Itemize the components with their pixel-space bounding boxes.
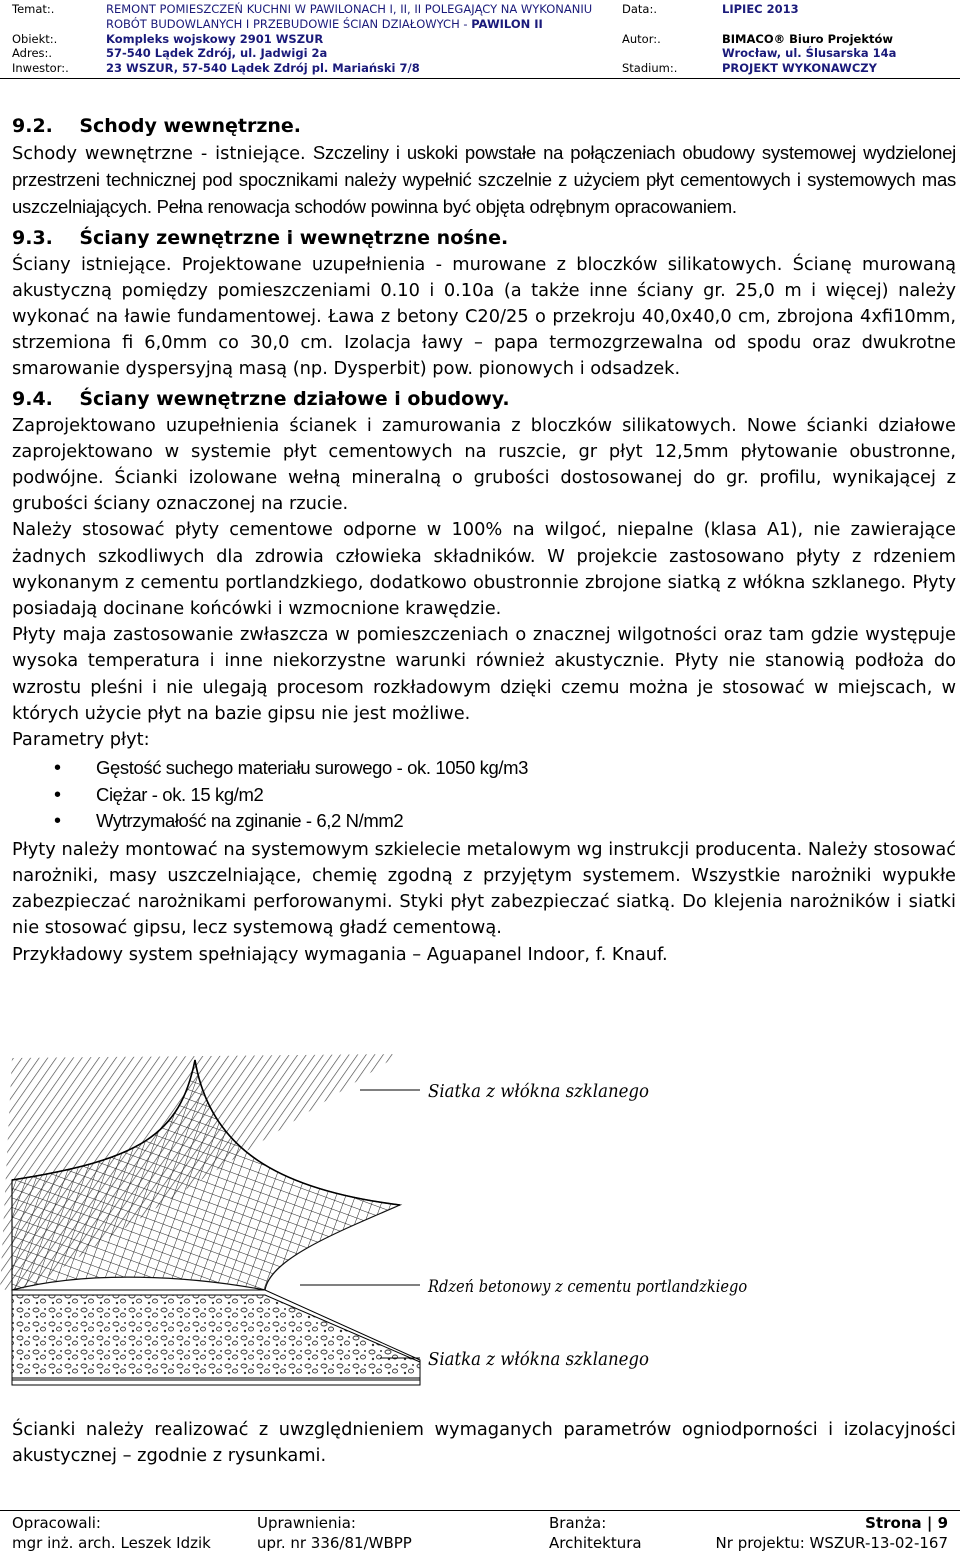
section-94-paragraph-1: Zaprojektowano uzupełnienia ścianek i zamurowania z bloczków silikatowych. Nowe ścianki działowe zaprojektowano w systemie płyt cementowych na ruszcie, gr płyt 12,5mm płytowanie obustronne, podwójne. Ścianki izolowane wełną mineralną o grubości dostosowanej do gr. profilu, wynikającej z grubości ściany oznaczonej na rzucie.: [12, 414, 956, 515]
data-value: LIPIEC 2013: [722, 2, 799, 16]
temat-line1: REMONT POMIESZCZEŃ KUCHNI W PAWILONACH I, II, II POLEGAJĄCY NA WYKONANIU: [106, 2, 593, 16]
stadium-value: PROJEKT WYKONAWCZY: [722, 61, 877, 75]
list-item: • Wytrzymałość na zginanie - 6,2 N/mm2: [96, 808, 956, 835]
params-list: [12, 755, 956, 835]
opracowali-label: Opracowali:: [12, 1514, 101, 1532]
temat-line2: ROBÓT BUDOWLANYCH I PRZEBUDOWIE ŚCIAN DZIAŁOWYCH - PAWILON II: [106, 17, 543, 31]
temat-label: Temat:.: [12, 2, 55, 16]
branza-value: Architektura: [549, 1534, 642, 1552]
section-92-heading: 9.2. Schody wewnętrzne.: [12, 115, 302, 137]
obiekt-label: Obiekt:.: [12, 32, 58, 46]
project-number: Nr projektu: WSZUR-13-02-167: [715, 1534, 948, 1552]
closing-paragraph: Ścianki należy realizować z uwzględnieniem wymaganych parametrów ogniodporności i izolacyjności akustycznej – zgodnie z rysunkami.: [12, 1419, 956, 1467]
page-header: [0, 0, 960, 79]
list-item: • Ciężar - ok. 15 kg/m2: [96, 782, 956, 809]
inwestor-label: Inwestor:.: [12, 61, 69, 75]
inwestor-value: 23 WSZUR, 57-540 Lądek Zdrój pl. Mariański 7/8: [106, 61, 420, 75]
label-mesh-bottom: Siatka z włókna szklanego: [428, 1349, 649, 1371]
data-label: Data:.: [622, 2, 657, 16]
opracowali-value: mgr inż. arch. Leszek Idzik: [12, 1534, 211, 1552]
label-core: Rdzeń betonowy z cementu portlandzkiego: [428, 1275, 748, 1297]
params-label: Parametry płyt:: [12, 729, 150, 751]
section-93-heading: 9.3. Ściany zewnętrzne i wewnętrzne nośne.: [12, 226, 509, 249]
section-94-paragraph-5: Przykładowy system spełniający wymagania – Aguapanel Indoor, f. Knauf.: [12, 943, 668, 965]
adres-value: 57-540 Lądek Zdrój, ul. Jadwigi 2a: [106, 46, 328, 60]
main-content: [12, 112, 956, 968]
uprawnienia-value: upr. nr 336/81/WBPP: [257, 1534, 412, 1552]
autor-value-1: BIMACO® Biuro Projektów: [722, 32, 893, 46]
page-number: Strona | 9: [865, 1514, 948, 1532]
autor-label: Autor:.: [622, 32, 661, 46]
autor-value-2: Wrocław, ul. Ślusarska 14a: [722, 46, 897, 60]
cement-board-figure: [0, 1040, 960, 1395]
section-94-heading: 9.4. Ściany wewnętrzne działowe i obudowy.: [12, 387, 510, 410]
list-item: • Gęstość suchego materiału surowego - ok. 1050 kg/m3: [96, 755, 956, 782]
section-92-paragraph: Schody wewnętrzne - istniejące. Szczeliny i uskoki powstałe na połączeniach obudowy systemowej wydzielonej przestrzeni technicznej pod spocznikami należy wypełnić szczelnie z użyciem płyt cementowych i systemowych mas uszczelniających. Pełna renowacja schodów powinna być objęta odrębnym opracowaniem.: [12, 142, 957, 218]
section-94-paragraph-2: Należy stosować płyty cementowe odporne w 100% na wilgoć, niepalne (klasa A1), nie zawierające żadnych szkodliwych dla zdrowia człowieka składników. W projekcie zastosowano płyty z rdzeniem wykonanym z cementu portlandzkiego, dodatkowo obustronnie zbrojone siatką z włókna szklanego. Płyty posiadają docinane końcówki i wzmocnione krawędzie.: [12, 519, 956, 620]
adres-label: Adres:.: [12, 46, 53, 60]
cement-board-illustration: [0, 1040, 960, 1395]
section-94-paragraph-3: Płyty maja zastosowanie zwłaszcza w pomieszczeniach o znacznej wilgotności oraz tam gdzie występuje wysoka temperatura i inne niekorzystne warunki również akustycznie. Płyty nie stanowią podłoża do wzrostu pleśni i nie ulegają procesom rozkładowym dzięki czemu można je stosować w miejscach, w których użycie płyt na bazie gipsu nie jest możliwe.: [12, 624, 956, 724]
stadium-label: Stadium:.: [622, 61, 678, 75]
concrete-core: [12, 1295, 420, 1378]
closing-paragraph-block: [12, 1417, 956, 1469]
section-93-paragraph: Ściany istniejące. Projektowane uzupełnienia - murowane z bloczków silikatowych. Ścianę murowaną akustyczną pomiędzy pomieszczeniami 0.10 i 0.10a (a także inne ściany gr. 25,0 m i więcej) należy wykonać na ławie fundamentowej. Ława z betony C20/25 o przekroju 40,0x40,0 cm, zbrojona 4xfi10mm, strzemiona fi 6,0mm co 30,0 cm. Izolacja ławy – papa termozgrzewalna od spodu oraz dwukrotne smarowanie dyspersyjną masą (np. Dysperbit) pow. pionowych i odsadzek.: [12, 253, 956, 380]
branza-label: Branża:: [549, 1514, 607, 1532]
page-footer: [0, 1510, 960, 1556]
obiekt-value: Kompleks wojskowy 2901 WSZUR: [106, 32, 324, 46]
uprawnienia-label: Uprawnienia:: [257, 1514, 356, 1532]
section-94-paragraph-4: Płyty należy montować na systemowym szkielecie metalowym wg instrukcji producenta. Należy stosować narożniki, masy uszczelniające, chemię zgodną z przyjętym systemem. Wszystkie narożniki wypukłe zabezpieczać narożnikami perforowanymi. Styki płyt zabezpieczać siatką. Do klejenia narożników i siatki nie stosować gipsu, lecz systemową gładź cementową.: [12, 838, 956, 939]
label-mesh-top: Siatka z włókna szklanego: [428, 1081, 649, 1103]
